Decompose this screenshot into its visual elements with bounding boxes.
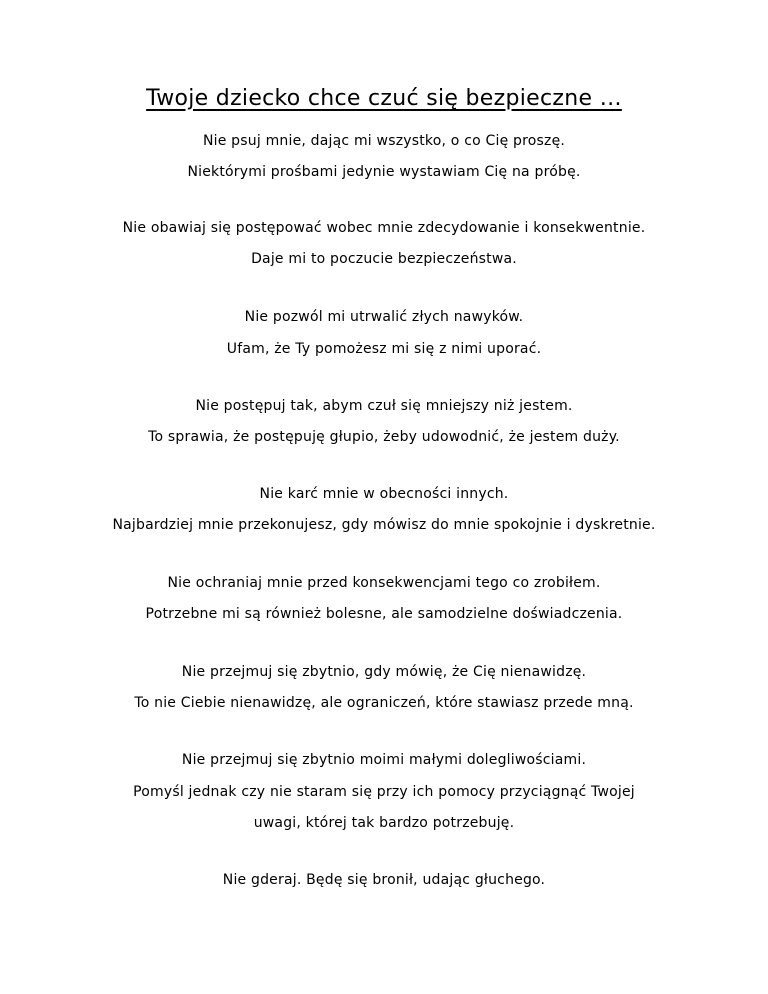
text-line: Ufam, że Ty pomożesz mi się z nimi uporać. <box>226 341 542 357</box>
text-line: Daje mi to poczucie bezpieczeństwa. <box>251 251 517 267</box>
text-line: Nie gderaj. Będę się bronił, udając głuchego. <box>222 872 546 888</box>
text-line: To sprawia, że postępuję głupio, żeby udowodnić, że jestem duży. <box>148 429 620 445</box>
text-line: Pomyśl jednak czy nie staram się przy ich pomocy przyciągnąć Twojej <box>133 784 635 800</box>
page-title: Twoje dziecko chce czuć się bezpieczne … <box>146 86 622 111</box>
text-line: Nie postępuj tak, abym czuł się mniejszy niż jestem. <box>195 398 573 414</box>
text-line: Najbardziej mnie przekonujesz, gdy mówisz do mnie spokojnie i dyskretnie. <box>112 517 656 533</box>
text-line: Nie ochraniaj mnie przed konsekwencjami tego co zrobiłem. <box>167 575 601 591</box>
text-line: To nie Ciebie nienawidzę, ale ograniczeń, które stawiasz przede mną. <box>134 695 634 711</box>
text-line: Nie karć mnie w obecności innych. <box>259 486 509 502</box>
text-line: Potrzebne mi są również bolesne, ale samodzielne doświadczenia. <box>145 606 623 622</box>
text-line: Nie psuj mnie, dając mi wszystko, o co Cię proszę. <box>202 133 566 149</box>
text-line: Nie przejmuj się zbytnio, gdy mówię, że Cię nienawidzę. <box>181 664 587 680</box>
text-line: Nie pozwól mi utrwalić złych nawyków. <box>244 309 524 325</box>
text-line: uwagi, której tak bardzo potrzebuję. <box>253 815 515 831</box>
text-line: Niektórymi prośbami jedynie wystawiam Cię na próbę. <box>187 164 581 180</box>
text-line: Nie przejmuj się zbytnio moimi małymi dolegliwościami. <box>181 752 587 768</box>
text-line: Nie obawiaj się postępować wobec mnie zdecydowanie i konsekwentnie. <box>122 220 646 236</box>
